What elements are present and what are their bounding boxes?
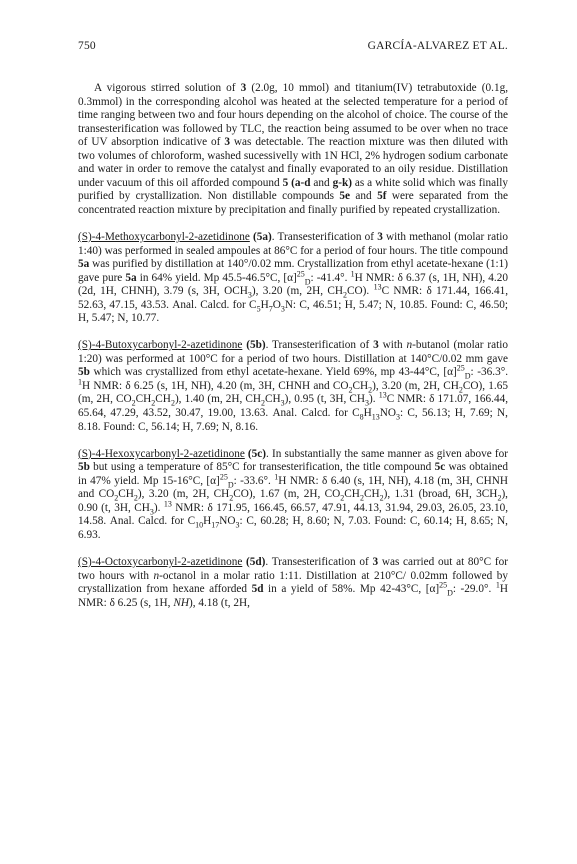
bold-run: 5c [434,461,446,474]
subscript: 2 [170,398,175,408]
italic-run: n [153,569,160,582]
paragraph-compound-5c: (S)-4-Hexoxycarbonyl-2-azetidinone (5c). In substantially the same manner as given above for 5b but using a temperature of 85°C for transesterification, the title compound 5c was obtained in 47% yield. Mp 15-16°C, $[\alpha]^{25}_D$: -33.6°. $^1$H NMR: δ 6.40 (s, 1H, NH), 4.18 (m, 3H, CHNH and $CO_2CH_2$), 3.20 (m, 2H, $CH_2CO$), 1.67 (m, 2H, $CO_2CH_2CH_2$), 1.31 (broad, 6H, $3CH_2$), 0.90 (t, 3H, $CH_3$). $^{13}$ NMR: δ 171.95, 166.45, 66.57, 47.91, 44.13, 31.94, 29.03, 26.05, 23.10, 14.58. Anal. Calcd. for $C_{10}H_{17}NO_3$: C, 60.28; H, 8.60; N, 7.03. Found: C, 60.14; H, 8.65; N, 6.93. [78,447,509,541]
superscript: 13 [373,282,382,292]
subscript: 5 [256,303,261,313]
subscript: 2 [340,493,345,503]
subscript: 3 [247,290,252,300]
superscript: 1 [274,471,279,481]
subscript: D [447,588,453,598]
subscript: 13 [371,412,380,422]
running-header [78,40,508,52]
subscript: 2 [133,493,138,503]
subscript: 2 [458,385,463,395]
bold-run: 3 [377,230,383,243]
compound-name: (S)-4-Hexoxycarbonyl-2-azetidinone [78,447,245,460]
article-body [78,82,508,610]
paragraph-compound-5a: (S)-4-Methoxycarbonyl-2-azetidinone (5a). Transesterification of 3 with methanol (molar ratio 1:40) was performed in sealed ampoules at 86°C for a period of four hours. The title compound 5a was purified by distillation at 140°/0.02 mm. Crystallization from ethyl acetate-hexane (1:1) gave pure 5a in 64% yield. Mp 45.5-46.5°C, $[\alpha]^{25}_D$: -41.4°. $^1$H NMR: δ 6.37 (s, 1H, NH), 4.20 (2d, 1H, CHNH), 3.79 (s, 3H, $OCH_3$), 3.20 (m, 2H, $CH_2CO$). $^{13}$C NMR: δ 171.44, 166.41, 52.63, 47.15, 43.53. Anal. Calcd. for $C_5H_7O_3N$: C, 46.51; H, 5.47; N, 10.85. Found: C, 46.50; H, 5.47; N, 10.77. [78,230,509,325]
superscript: 1 [350,268,355,278]
paragraph-compound-5b: (S)-4-Butoxycarbonyl-2-azetidinone (5b). Transesterification of 3 with n-butanol (molar ratio 1:20) was performed at 100°C for a period of two hours. Distillation at 140°C/0.02 mm gave 5b which was crystallized from ethyl acetate-hexane. Yield 69%, mp 43-44°C, $[\alpha]^{25}_D$: -36.3°. $^1$H NMR: δ 6.25 (s, 1H, NH), 4.20 (m, 3H, CHNH and $CO_2CH_2$), 3.20 (m, 2H, $CH_2CO$), 1.65 (m, 2H, $CO_2CH_2CH_2$), 1.40 (m, 2H, $CH_2CH_3$), 0.95 (t, 3H, $CH_3$). $^{13}$C NMR: δ 171.07, 166.44, 65.64, 47.29, 43.52, 30.47, 19.00, 13.63. Anal. Calcd. for $C_8H_{13}NO_3$: C, 56.13; H, 7.69; N, 8.18. Found: C, 56.14; H, 7.69; N, 8.16. [78,339,509,433]
subscript: 3 [280,303,285,313]
italic-run: NH [173,596,189,609]
subscript: 2 [348,385,353,395]
bold-run: 5a [78,258,90,271]
subscript: 2 [359,493,364,503]
superscript: 25 [439,580,448,590]
subscript: 2 [343,290,348,300]
subscript: D [464,371,471,381]
superscript: 25 [296,268,305,278]
subscript: 7 [268,303,273,313]
italic-run: n [406,339,413,352]
running-title: GARCÍA-ALVAREZ ET AL. [367,40,508,52]
paragraph-compound-5d: (S)-4-Octoxycarbonyl-2-azetidinone (5d). Transesterification of 3 was carried out at 80°C for two hours with n-octanol in a molar ratio 1:11. Distillation at 210°C/ 0.02mm followed by crystallization from hexane afforded 5d in a yield of 58%. Mp 42-43°C, $[\alpha]^{25}_D$: -29.0°. $^1$H NMR: δ 6.25 (s, 1H, NH), 4.18 (t, 2H, [78,555,508,609]
subscript: 2 [497,493,502,503]
subscript: D [227,479,234,489]
bold-run: 5b [78,366,90,379]
bold-run: 5d [251,583,264,596]
subscript: 2 [379,493,384,503]
superscript: 13 [378,390,387,400]
subscript: 2 [229,493,234,503]
bold-run: 5b [78,461,90,474]
paper-page [78,40,508,610]
subscript: 3 [280,398,285,408]
subscript: 10 [195,520,204,530]
compound-name: (S)-4-Octoxycarbonyl-2-azetidinone [78,555,243,568]
subscript: 2 [114,493,119,503]
subscript: 2 [151,398,156,408]
subscript: 17 [211,520,220,530]
subscript: 3 [396,412,401,422]
subscript: 8 [359,412,364,422]
bold-run: (5d) [246,555,266,568]
bold-run: g-k) [332,176,352,189]
superscript: 25 [219,471,228,481]
bold-run: 5f [377,190,387,203]
bold-run: 3 [373,339,379,352]
bold-run: (5b) [246,339,266,352]
bold-run: 5e [339,190,351,203]
subscript: 3 [149,507,154,517]
subscript: 2 [131,398,136,408]
bold-run: 3 [240,82,247,94]
subscript: 3 [365,398,370,408]
subscript: 2 [368,385,373,395]
subscript: 2 [260,398,265,408]
superscript: 25 [456,363,465,373]
bold-run: 5 (a-d [282,176,311,189]
compound-name: (S)-4-Butoxycarbonyl-2-azetidinone [78,339,243,352]
bold-run: 3 [372,555,379,568]
bold-run: (5c) [247,447,267,460]
bold-run: 5a [125,271,137,284]
paragraph-general-procedure: A vigorous stirred solution of 3 (2.0g, 10 mmol) and titanium(IV) tetrabutoxide (0.1g, 0.3mmol) in the corresponding alcohol was heated at the selected temperature for a period of time ranging between two and four hours depending on the alcohol of choice. The course of the transesterification was followed by TLC, the reaction being assumed to be over when no trace of UV absorption indicative of 3 was detectable. The reaction mixture was then diluted with two volumes of chloroform, washed sucessivelly with 1N HCl, 2% hydrogen sodium carbonate and water in order to remove the catalyst and finally evaporated to an oily residue. Distillation under vacuum of this oil afforded compound 5 (a-d and g-k) as a white solid which was finally purified by crystallization. Non distillable compounds 5e and 5f were separated from the concentrated reaction mixture by precipitation and finally purified by repeated crystallization. [78,82,509,216]
superscript: 1 [495,580,500,590]
subscript: 3 [235,520,240,530]
subscript: D [304,276,311,286]
bold-run: (5a) [253,230,272,243]
superscript: 1 [78,377,82,387]
bold-run: 3 [224,136,230,149]
compound-name: (S)-4-Methoxycarbonyl-2-azetidinone [78,230,250,243]
page-number: 750 [78,40,96,52]
superscript: 13 [163,499,172,509]
